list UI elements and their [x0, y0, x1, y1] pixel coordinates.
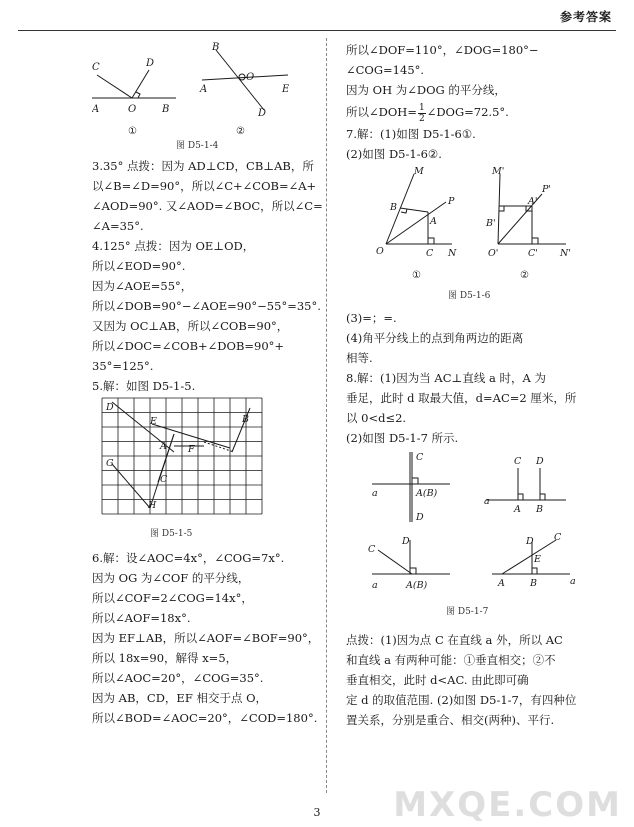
fig7-label-pa4: A — [498, 578, 505, 589]
fig7-label-c2: C — [514, 456, 522, 467]
text-line: 8.解：(1)因为当 AC⊥直线 a 时，A 为 — [346, 371, 546, 385]
fig7-label-pa2: A — [514, 504, 521, 515]
fig7-label-c1: C — [416, 452, 424, 463]
text-line: 垂直相交，此时 d<AC. 由此即可确 — [346, 673, 529, 687]
fig4-label-d: D — [146, 58, 155, 69]
text-line: 所以 18x=90，解得 x=5， — [92, 651, 238, 665]
text-line: (2)如图 D5-1-6②. — [346, 147, 442, 161]
text-line: (4)角平分线上的点到角两边的距离 — [346, 331, 524, 345]
fig6-caption: 图 D5-1-6 — [448, 291, 491, 301]
fig6-label-m: M — [414, 166, 424, 177]
fig6-label-p: P — [448, 196, 455, 207]
fig4-label-a: A — [92, 104, 100, 115]
text-line: 所以∠DOC=∠COB+∠DOB=90°+ — [92, 339, 285, 353]
fig6b-label-c: C' — [528, 248, 538, 259]
fig5-label-a: A — [160, 441, 167, 452]
page-number: 3 — [313, 806, 321, 819]
fig7-label-d3: D — [402, 536, 410, 547]
text-line: (3)=；=. — [346, 311, 397, 325]
figure-d5-1-5 — [92, 396, 320, 542]
fig4-label-b: B — [162, 104, 170, 115]
text-line: ∠A=35°. — [92, 219, 144, 233]
text-line: 因为 AB，CD，EF 相交于点 O， — [92, 691, 268, 705]
text-line: (2)如图 D5-1-7 所示. — [346, 431, 459, 445]
fig6-label-b: B — [390, 202, 397, 213]
fig6-label-o: O — [376, 246, 384, 257]
fig6b-label-m: M' — [492, 166, 505, 177]
text-line: 6.解：设∠AOC=4x°，∠COG=7x°. — [92, 551, 285, 565]
text-line: 因为∠AOE=55°， — [92, 279, 193, 293]
fig5-label-b: B — [242, 414, 249, 425]
fig5-label-g: G — [106, 458, 114, 469]
text-line: 因为 OH 为∠DOG 的平分线， — [346, 83, 506, 97]
fig6b-label-o: O' — [488, 248, 499, 259]
text-line: 垂足，此时 d 取最大值，d=AC=2 厘米，所 — [346, 391, 577, 405]
text-line: 所以∠DOF=110°，∠DOG=180°− — [346, 43, 539, 57]
fig4b-label-e: E — [282, 84, 290, 95]
header-rule — [18, 30, 616, 31]
fraction-denominator: 2 — [418, 113, 425, 124]
text-line: 4.125° 点拨：因为 OE⊥OD， — [92, 239, 255, 253]
fig4-sub-2: ② — [236, 126, 245, 137]
fig4-sub-1: ① — [128, 126, 137, 137]
fig4b-label-d: D — [258, 108, 267, 119]
fraction-post: ∠DOG=72.5°. — [426, 105, 509, 119]
text-line: 和直线 a 有两种可能：①垂直相交；②不 — [346, 653, 556, 667]
fig4b-label-b: B — [212, 42, 220, 53]
fig7-label-pb4: B — [530, 578, 537, 589]
fig7-label-a1: a — [372, 488, 378, 499]
left-text-block-1 — [92, 156, 323, 396]
fig7-label-c4: C — [554, 532, 562, 543]
figure-d5-1-4 — [92, 40, 320, 150]
text-line: 7.解：(1)如图 D5-1-6①. — [346, 127, 476, 141]
left-text-block-2 — [92, 548, 320, 728]
text-line: 置关系，分别是重合、相交(两种)、平行. — [346, 713, 555, 727]
fig4-label-c: C — [92, 62, 100, 73]
text-line: 以∠B=∠D=90°，所以∠C+∠COB=∠A+ — [92, 179, 317, 193]
fig5-label-f: F — [188, 444, 195, 455]
text-line: 定 d 的取值范围. (2)如图 D5-1-7，有四种位 — [346, 693, 577, 707]
fig4-caption: 图 D5-1-4 — [176, 141, 219, 150]
text-line: 因为 OG 为∠COF 的平分线， — [92, 571, 250, 585]
text-line: 35°=125°. — [92, 359, 154, 373]
column-divider — [326, 38, 327, 793]
fig7-label-e4: E — [534, 554, 541, 565]
fraction — [418, 103, 426, 124]
fig6-label-n: N — [448, 248, 457, 259]
fig6b-label-n: N' — [560, 248, 571, 259]
text-line: 所以∠AOF=18x°. — [92, 611, 191, 625]
text-line: 相等. — [346, 351, 373, 365]
fig7-label-a2: a — [484, 496, 490, 507]
page-header: 参考答案 — [559, 10, 612, 24]
text-line: 所以∠AOC=20°，∠COG=35°. — [92, 671, 264, 685]
text-line: 5.解：如图 D5-1-5. — [92, 379, 196, 393]
text-line: 所以∠COF=2∠COG=14x°， — [92, 591, 253, 605]
fig7-label-pb2: B — [536, 504, 543, 515]
text-line: 所以∠BOD=∠AOC=20°，∠COD=180°. — [92, 711, 318, 725]
watermark-logo: MXQE.COM — [393, 785, 622, 825]
fig6b-label-a: A' — [528, 196, 538, 207]
fig4-label-o: O — [128, 104, 137, 115]
fig7-label-d2: D — [536, 456, 544, 467]
text-line: 所以∠EOD=90°. — [92, 259, 186, 273]
fig5-label-e: E — [150, 416, 157, 427]
fig7-label-ab3: A(B) — [406, 580, 428, 591]
fig6b-label-p: P' — [542, 184, 552, 195]
right-column — [346, 40, 606, 730]
fig7-label-a4: a — [570, 576, 576, 587]
figure-d5-1-7 — [346, 448, 606, 624]
fraction-line — [346, 100, 606, 124]
text-line: ∠AOD=90°. 又∠AOD=∠BOC，所以∠C= — [92, 199, 323, 213]
text-line: 又因为 OC⊥AB，所以∠COB=90°， — [92, 319, 289, 333]
fig5-label-d: D — [106, 402, 114, 413]
fig6-label-a: A — [430, 216, 437, 227]
text-line: 点拨：(1)因为点 C 在直线 a 外，所以 AC — [346, 633, 563, 647]
fig7-label-a3: a — [372, 580, 378, 591]
text-line: 所以∠DOB=90°−∠AOE=90°−55°=35°. — [92, 299, 321, 313]
left-column — [92, 40, 323, 728]
fig7-label-d4: D — [526, 536, 534, 547]
fraction-pre: 所以∠DOH= — [346, 105, 417, 119]
text-line: 因为 EF⊥AB，所以∠AOF=∠BOF=90°， — [92, 631, 320, 645]
fig4b-label-a: A — [200, 84, 208, 95]
text-line: 3.35° 点拨：因为 AD⊥CD，CB⊥AB，所 — [92, 159, 314, 173]
fig6-sub-1: ① — [412, 270, 421, 281]
fig7-label-ab1: A(B) — [416, 488, 438, 499]
fig7-caption: 图 D5-1-7 — [446, 607, 489, 617]
text-line: 以 0<d≤2. — [346, 411, 407, 425]
fig5-label-c: C — [160, 474, 168, 485]
text-line: ∠COG=145°. — [346, 63, 425, 77]
fraction-numerator: 1 — [418, 102, 425, 113]
fig5-caption: 图 D5-1-5 — [150, 529, 193, 539]
fig6-label-c: C — [426, 248, 434, 259]
fig7-label-d1: D — [416, 512, 424, 523]
fig6b-label-b: B' — [486, 218, 496, 229]
fig7-label-c3: C — [368, 544, 376, 555]
fig4b-label-o: O — [246, 72, 255, 83]
fig6-sub-2: ② — [520, 270, 529, 281]
figure-d5-1-6 — [346, 164, 606, 302]
fig5-label-h: H — [148, 500, 157, 511]
